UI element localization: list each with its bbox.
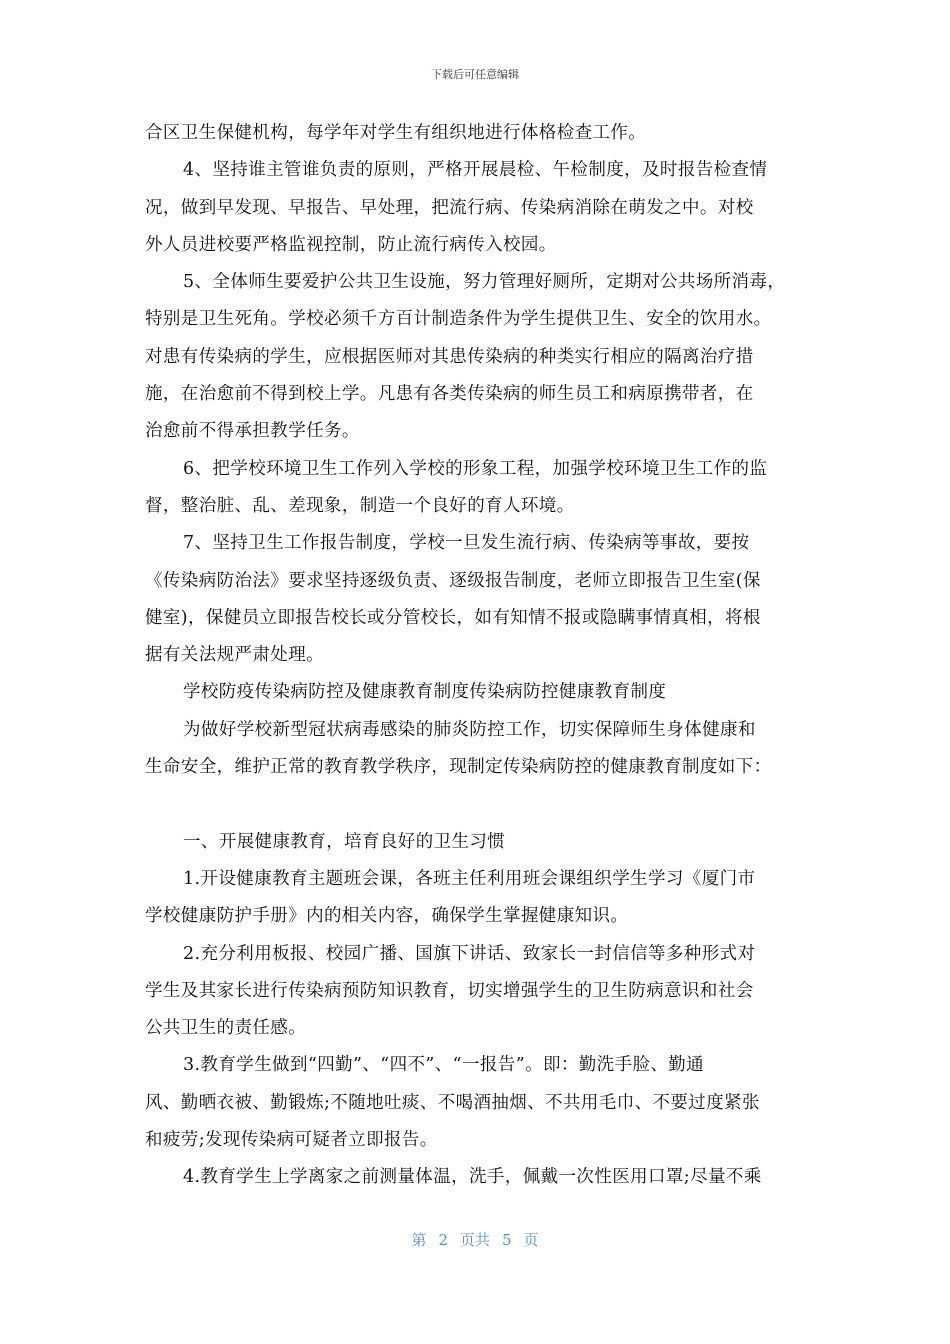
footer-prefix: 第 — [411, 1231, 427, 1249]
text-line: 健室)，保健员立即报告校长或分管校长，如有知情不报或隐瞒事情真相，将根 — [145, 607, 761, 628]
text-line: 治愈前不得承担教学任务。 — [145, 421, 360, 442]
page-footer — [0, 1229, 950, 1250]
text-line: 4、坚持谁主管谁负责的原则，严格开展晨检、午检制度，及时报告检查情 — [183, 160, 768, 181]
text-line: 施，在治愈前不得到校上学。凡患有各类传染病的师生员工和病原携带者，在 — [145, 384, 754, 405]
footer-total-pages: 5 — [502, 1231, 512, 1249]
text-line: 对患有传染病的学生，应根据医师对其患传染病的种类实行相应的隔离治疗措 — [145, 346, 754, 367]
text-line: 学生及其家长进行传染病预防知识教育，切实增强学生的卫生防病意识和社会 — [145, 980, 754, 1001]
text-line: 据有关法规严肃处理。 — [145, 645, 324, 666]
text-line: 4.教育学生上学离家之前测量体温，洗手，佩戴一次性医用口罩;尽量不乘 — [183, 1167, 762, 1188]
text-line: 督，整治脏、乱、差现象，制造一个良好的育人环境。 — [145, 495, 575, 516]
text-line: 7、坚持卫生工作报告制度，学校一旦发生流行病、传染病等事故，要按 — [183, 533, 750, 554]
text-line — [145, 786, 825, 823]
text-line: 1.开设健康教育主题班会课，各班主任利用班会课组织学生学习《厦门市 — [183, 868, 756, 889]
footer-page-number: 2 — [438, 1231, 448, 1249]
text-line: 生命安全，维护正常的教育教学秩序，现制定传染病防控的健康教育制度如下： — [145, 757, 772, 778]
text-line: 为做好学校新型冠状病毒感染的肺炎防控工作，切实保障师生身体健康和 — [183, 719, 756, 740]
text-line: 学校健康防护手册》内的相关内容，确保学生掌握健康知识。 — [145, 906, 629, 927]
text-line: 特别是卫生死角。学校必须千方百计制造条件为学生提供卫生、安全的饮用水。 — [145, 309, 772, 330]
text-line: 外人员进校要严格监视控制，防止流行病传入校园。 — [145, 234, 557, 255]
text-line: 风、勤晒衣被、勤锻炼;不随地吐痰、不喝酒抽烟、不共用毛巾、不要过度紧张 — [145, 1092, 760, 1113]
text-line: 6、把学校环境卫生工作列入学校的形象工程，加强学校环境卫生工作的监 — [183, 458, 768, 479]
text-line: 2.充分利用板报、校园广播、国旗下讲话、致家长一封信信等多种形式对 — [183, 943, 756, 964]
page-header-note: 下载后可任意编辑 — [431, 68, 519, 81]
text-line: 3.教育学生做到“四勤”、“四不”、“一报告”。即：勤洗手脸、勤通 — [183, 1055, 705, 1076]
text-line: 况，做到早发现、早报告、早处理，把流行病、传染病消除在萌发之中。对校 — [145, 197, 754, 218]
text-line: 5、全体师生要爱护公共卫生设施，努力管理好厕所，定期对公共场所消毒， — [183, 272, 786, 293]
text-line: 《传染病防治法》要求坚持逐级负责、逐级报告制度，老师立即报告卫生室(保 — [145, 570, 761, 591]
footer-middle: 页共 — [459, 1231, 490, 1249]
text-line: 公共卫生的责任感。 — [145, 1018, 307, 1039]
footer-suffix: 页 — [523, 1231, 539, 1249]
document-body — [145, 115, 825, 1197]
text-line: 一、开展健康教育，培育良好的卫生习惯 — [183, 831, 506, 852]
text-line: 和疲劳;发现传染病可疑者立即报告。 — [145, 1130, 438, 1151]
text-line: 学校防疫传染病防控及健康教育制度传染病防控健康教育制度 — [183, 682, 667, 703]
text-line: 合区卫生保健机构，每学年对学生有组织地进行体格检查工作。 — [145, 123, 647, 143]
